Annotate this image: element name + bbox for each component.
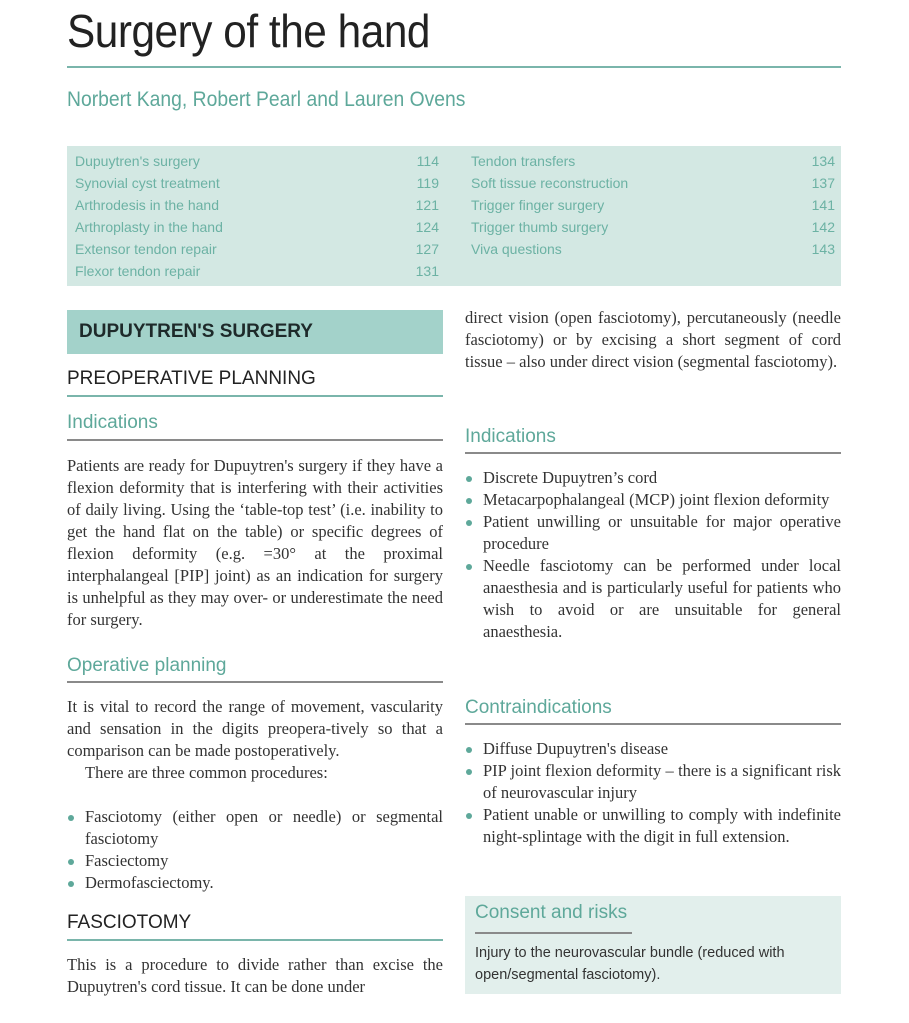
toc-entry[interactable] (75, 216, 439, 238)
toc-entry-label: Trigger thumb surgery (471, 219, 609, 235)
heading-rule (67, 939, 443, 941)
toc-entry-page: 131 (415, 263, 439, 279)
preoperative-planning-heading: PREOPERATIVE PLANNING (67, 368, 316, 389)
bullet-icon (68, 881, 74, 887)
toc-entry[interactable] (75, 150, 439, 172)
fasciotomy-indications-heading: Indications (465, 426, 556, 447)
toc-entry-page: 127 (415, 241, 439, 257)
list-item (465, 489, 841, 511)
consent-heading: Consent and risks (475, 902, 628, 923)
toc-entry-label: Trigger finger surgery (471, 197, 605, 213)
indications-paragraph: Patients are ready for Dupuytren's surgery if they have a flexion deformity that is interfering with their activities of daily living. Using the ‘table-top test’ (i.e. inability to get the hand flat on the table) or specific degrees of flexion deformity (e.g. =30° at the proximal interphalangeal [PIP] joint) as an indication for surgery is unhelpful as they may over- or underestimate the need for surgery. (67, 456, 443, 629)
list-item-text: Metacarpophalangeal (MCP) joint flexion deformity (483, 490, 830, 509)
bullet-icon (68, 815, 74, 821)
list-item (67, 850, 443, 872)
list-item (67, 872, 443, 894)
list-item-text: Patient unable or unwilling to comply with indefinite night-splintage with the digit in full extension. (483, 805, 841, 846)
bullet-icon (466, 813, 472, 819)
list-item-text: Discrete Dupuytren’s cord (483, 468, 658, 487)
toc-entry-label: Tendon transfers (471, 153, 576, 169)
toc-entry-label: Synovial cyst treatment (75, 175, 220, 191)
table-of-contents (67, 146, 841, 286)
contraindications-heading: Contraindications (465, 697, 612, 718)
section-banner (67, 310, 443, 354)
toc-entry-page: 137 (811, 175, 835, 191)
fasciotomy-heading: FASCIOTOMY (67, 912, 192, 933)
list-item (465, 555, 841, 643)
list-item-text: Fasciotomy (either open or needle) or segmental fasciotomy (85, 807, 443, 848)
toc-entry[interactable] (75, 260, 439, 282)
title-rule (67, 66, 841, 68)
toc-column-right (471, 150, 835, 260)
toc-entry-page: 114 (416, 153, 439, 169)
toc-entry-label: Arthroplasty in the hand (75, 219, 223, 235)
toc-entry-label: Viva questions (471, 241, 562, 257)
list-item-text: Needle fasciotomy can be performed under local anaesthesia and is particularly useful for patients who wish to avoid or are unsuitable for general anaesthesia. (483, 556, 841, 641)
list-item-text: Fasciectomy (85, 851, 169, 870)
indications-list (465, 467, 841, 643)
bullet-icon (68, 859, 74, 865)
list-item-text: Dermofasciectomy. (85, 873, 214, 892)
toc-entry-page: 141 (811, 197, 835, 213)
fasciotomy-paragraph: This is a procedure to divide rather than excise the Dupuytren's cord tissue. It can be done under (67, 955, 443, 996)
list-item-text: Patient unwilling or unsuitable for major operative procedure (483, 512, 841, 553)
toc-entry[interactable] (75, 238, 439, 260)
bullet-icon (466, 520, 472, 526)
list-item (465, 738, 841, 760)
toc-entry-page: 119 (416, 175, 439, 191)
operative-planning-heading: Operative planning (67, 655, 227, 676)
toc-entry[interactable] (471, 238, 835, 260)
toc-entry-label: Flexor tendon repair (75, 263, 201, 279)
list-item (465, 467, 841, 489)
toc-entry-page: 124 (415, 219, 439, 235)
toc-entry-page: 134 (811, 153, 835, 169)
list-item (67, 806, 443, 850)
procedures-intro: There are three common procedures: (85, 763, 328, 782)
toc-column-left (75, 150, 439, 282)
heading-rule (465, 723, 841, 725)
heading-rule (475, 932, 632, 934)
bullet-icon (466, 747, 472, 753)
heading-rule (67, 681, 443, 683)
toc-entry-page: 142 (811, 219, 835, 235)
heading-rule (465, 452, 841, 454)
heading-rule (67, 439, 443, 441)
bullet-icon (466, 769, 472, 775)
toc-entry-label: Arthrodesis in the hand (75, 197, 219, 213)
consent-and-risks-box (465, 896, 841, 994)
toc-entry-page: 143 (811, 241, 835, 257)
toc-entry[interactable] (471, 172, 835, 194)
procedures-list (67, 806, 443, 894)
contraindications-list (465, 738, 841, 848)
bullet-icon (466, 476, 472, 482)
chapter-authors: Norbert Kang, Robert Pearl and Lauren Ovens (67, 88, 466, 111)
bullet-icon (466, 564, 472, 570)
list-item (465, 511, 841, 555)
chapter-title: Surgery of the hand (67, 5, 430, 57)
toc-entry-label: Extensor tendon repair (75, 241, 217, 257)
consent-text: Injury to the neurovascular bundle (reduced with open/segmental fasciotomy). (475, 945, 785, 983)
toc-entry-page: 121 (415, 197, 439, 213)
toc-entry[interactable] (75, 194, 439, 216)
list-item (465, 804, 841, 848)
list-item (465, 760, 841, 804)
toc-entry[interactable] (471, 216, 835, 238)
toc-entry[interactable] (471, 194, 835, 216)
toc-entry-label: Dupuytren's surgery (75, 153, 200, 169)
toc-entry-label: Soft tissue reconstruction (471, 175, 629, 191)
fasciotomy-continued-paragraph: direct vision (open fasciotomy), percutaneously (needle fasciotomy) or by excising a short segment of cord tissue – also under direct vision (segmental fasciotomy). (465, 308, 841, 371)
section-title: DUPUYTREN'S SURGERY (79, 321, 313, 342)
toc-entry[interactable] (75, 172, 439, 194)
bullet-icon (466, 498, 472, 504)
operative-planning-paragraph (67, 696, 443, 784)
heading-rule (67, 395, 443, 397)
indications-heading: Indications (67, 412, 158, 433)
list-item-text: Diffuse Dupuytren's disease (483, 739, 669, 758)
toc-entry[interactable] (471, 150, 835, 172)
list-item-text: PIP joint flexion deformity – there is a significant risk of neurovascular injury (483, 761, 841, 802)
operative-planning-text: It is vital to record the range of movement, vascularity and sensation in the digits preopera-tively so that a comparison can be made postoperatively. (67, 697, 443, 760)
